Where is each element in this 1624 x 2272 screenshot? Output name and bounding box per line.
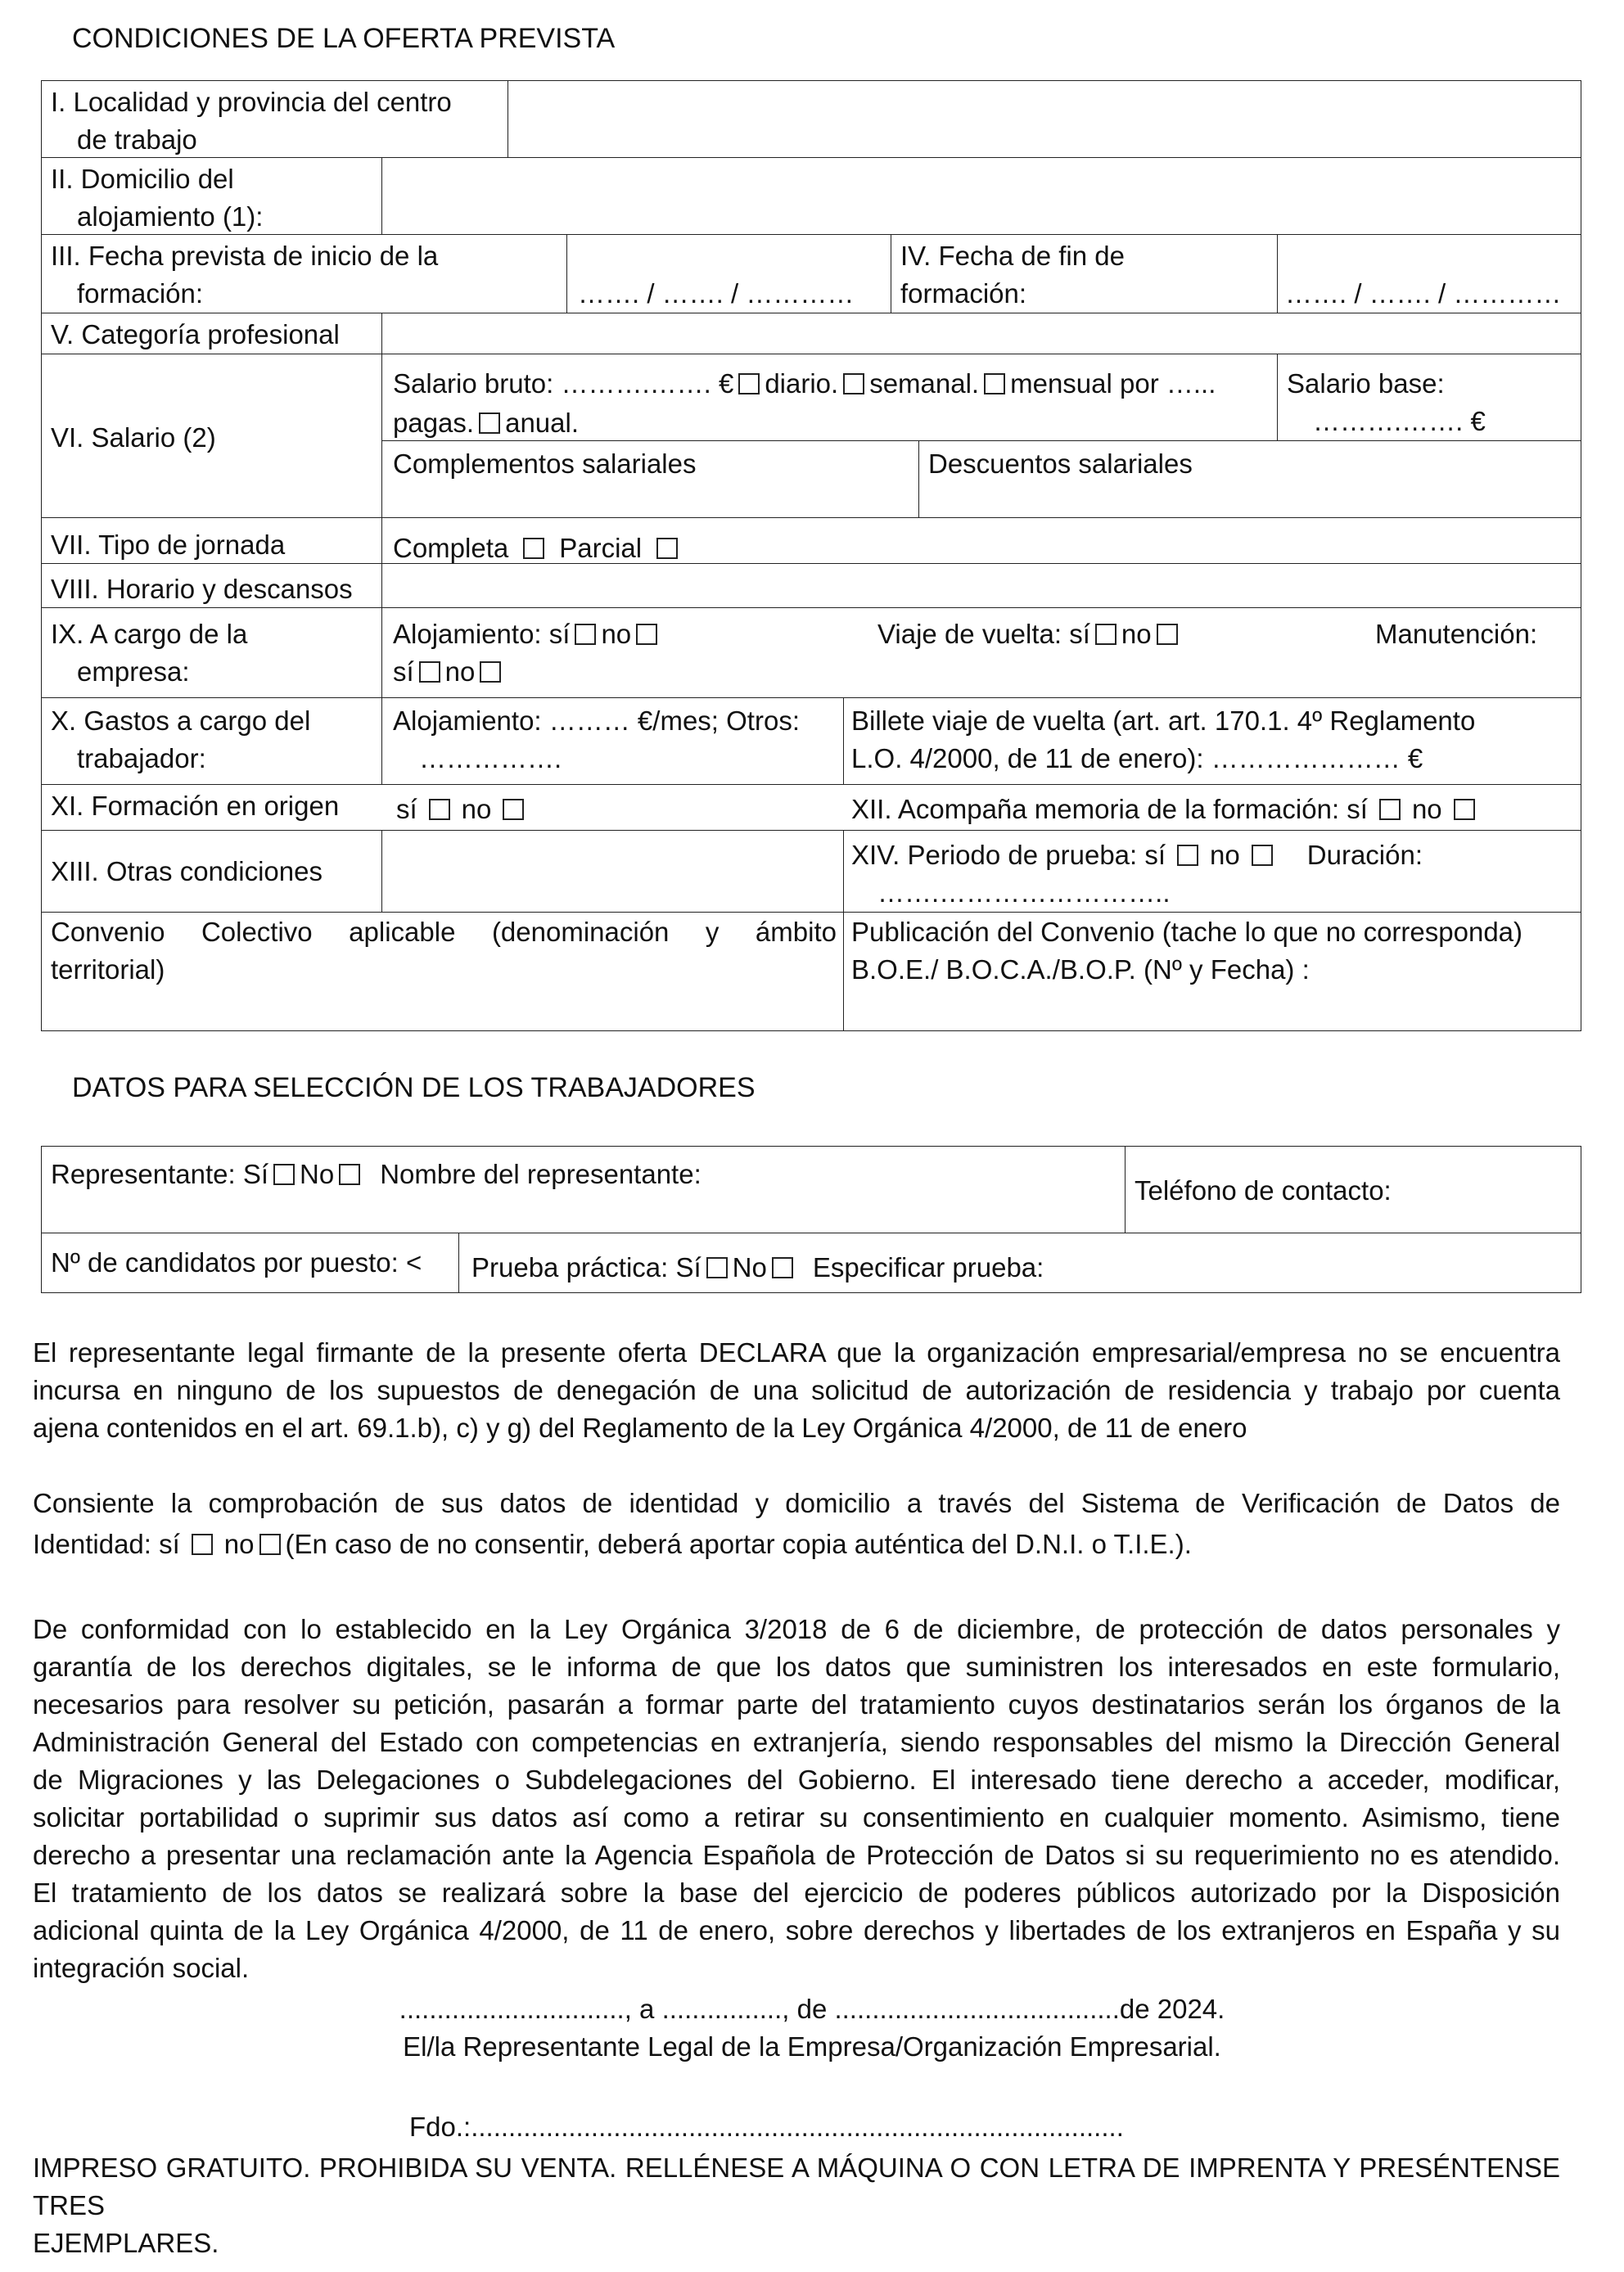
- gastos-alojamiento: Alojamiento: ……… €/mes; Otros: …………….: [393, 705, 800, 773]
- duracion-field[interactable]: …….……………………..: [877, 877, 1171, 908]
- representante-legal-label: El/la Representante Legal de la Empresa/Organización Empresarial.: [403, 2031, 1221, 2062]
- proteccion-datos-paragraph: De conformidad con lo establecido en la Ley Orgánica 3/2018 de 6 de diciembre, de protección de datos personales y garantía de los derechos digitales, se le informa de que los datos que suministren los interesados en este formulario, necesarios para resolver su petición, pasarán a formar parte del tratamiento cuyos destinatarios serán los órganos de la Administración General del Estado con competencias en extranjería, siendo responsables del mismo la Dirección General de Migraciones y las Delegaciones o Subdelegaciones del Gobierno. El interesado tiene derecho a acceder, modificar, solicitar portabilidad o suprimir sus datos así como a retirar su consentimiento en cualquier momento. Asimismo, tiene derecho a presentar una reclamación ante la Agencia Española de Protección de Datos si su requerimiento no es atendido. El tratamiento de los datos se realizará sobre la base del ejercicio de poderes públicos autorizado por la Disposición adicional quinta de la Ley Orgánica 4/2000, de 11 de enero, sobre derechos y libertades de los extranjeros en España y su integración social.: [33, 1614, 1560, 1983]
- descuentos-label: Descuentos salariales: [928, 449, 1193, 479]
- aloj-no-checkbox[interactable]: [636, 624, 657, 645]
- fecha-inicio-field[interactable]: ……. / ……. / …………: [578, 278, 855, 309]
- completa-checkbox[interactable]: [523, 538, 544, 559]
- aloj-si-checkbox[interactable]: [575, 624, 596, 645]
- prueba-no-checkbox[interactable]: [1252, 845, 1273, 866]
- row-formacion-label: XI. Formación en origen: [51, 791, 340, 821]
- telefono-label: Teléfono de contacto:: [1135, 1175, 1392, 1206]
- row-localidad-label: I. Localidad y provincia del centro de trabajo: [51, 87, 452, 155]
- viaje-si-checkbox[interactable]: [1095, 624, 1116, 645]
- prueba-practica: Prueba práctica: Sí No Especificar prueba:: [471, 1252, 1044, 1283]
- publicacion-convenio: Publicación del Convenio (tache lo que no corresponda) B.O.E./ B.O.C.A./B.O.P. (Nº y Fecha) :: [851, 917, 1523, 985]
- fecha-fin-field[interactable]: ……. / ……. / …………: [1285, 278, 1562, 309]
- rep-si-checkbox[interactable]: [273, 1164, 295, 1185]
- practica-no-checkbox[interactable]: [772, 1257, 793, 1278]
- mensual-checkbox[interactable]: [984, 373, 1005, 394]
- diario-checkbox[interactable]: [738, 373, 760, 394]
- prueba-si-checkbox[interactable]: [1177, 845, 1198, 866]
- aloj-empresa: Alojamiento: sí no: [393, 615, 662, 653]
- lugar-fecha-line[interactable]: .............................., a ................, de ......................................de 2024.: [399, 1994, 1225, 2024]
- domicilio-field[interactable]: [385, 159, 1578, 232]
- row-fecha-inicio-label: III. Fecha prevista de inicio de la formación:: [51, 241, 439, 309]
- firma-line[interactable]: Fdo.:.......................................................................................: [409, 2112, 1124, 2142]
- section-heading-seleccion: DATOS PARA SELECCIÓN DE LOS TRABAJADORES: [72, 1072, 756, 1103]
- representante: Representante: Sí No Nombre del representante:: [51, 1159, 701, 1189]
- man-si-checkbox[interactable]: [419, 661, 440, 683]
- row-cargo-empresa-label: IX. A cargo de la empresa:: [51, 619, 248, 687]
- semanal-checkbox[interactable]: [843, 373, 864, 394]
- manutencion-label: Manutención:: [1375, 619, 1538, 649]
- row-jornada-label: VII. Tipo de jornada: [51, 530, 286, 560]
- parcial-checkbox[interactable]: [656, 538, 678, 559]
- formacion-options: sí no: [396, 791, 535, 828]
- consentimiento-paragraph: Consiente la comprobación de sus datos de identidad y domicilio a través del Sistema de Verificación de Datos de Identidad: sí no (En caso de no consentir, deberá aportar copia auténtica del D.N.I. o T.I.E.).: [33, 1488, 1560, 1559]
- memoria-no-checkbox[interactable]: [1454, 799, 1475, 820]
- salario-pagas: pagas. anual.: [393, 408, 580, 438]
- row-fecha-fin-label: IV. Fecha de fin de formación:: [900, 241, 1125, 309]
- candidatos-label: Nº de candidatos por puesto: <: [51, 1247, 422, 1278]
- otras-condiciones-field[interactable]: [385, 832, 840, 910]
- salario-base: Salario base: ……….……. €: [1287, 368, 1486, 436]
- rep-no-checkbox[interactable]: [339, 1164, 360, 1185]
- jornada-options: Completa Parcial: [393, 530, 692, 567]
- row-otras-condiciones-label: XIII. Otras condiciones: [51, 856, 323, 886]
- consiente-si-checkbox[interactable]: [192, 1534, 213, 1555]
- footer-notice: IMPRESO GRATUITO. PROHIBIDA SU VENTA. RELLÉNESE A MÁQUINA O CON LETRA DE IMPRENTA Y PRESÉNTENSE TRES EJEMPLARES.: [33, 2153, 1560, 2258]
- declaracion-paragraph: El representante legal firmante de la presente oferta DECLARA que la organización empresarial/empresa no se encuentra incursa en ninguno de los supuestos de denegación de una solicitud de autorización de residencia y trabajo por cuenta ajena contenidos en el art. 69.1.b), c) y g) del Reglamento de la Ley Orgánica 4/2000, de 11 de enero: [33, 1337, 1560, 1443]
- row-domicilio-label: II. Domicilio del alojamiento (1):: [51, 164, 264, 232]
- consiente-no-checkbox[interactable]: [259, 1534, 281, 1555]
- periodo-prueba: XIV. Periodo de prueba: sí no Duración:: [851, 840, 1423, 870]
- anual-checkbox[interactable]: [479, 412, 500, 434]
- section-heading-conditions: CONDICIONES DE LA OFERTA PREVISTA: [72, 23, 616, 54]
- localidad-field[interactable]: [511, 82, 1578, 156]
- row-salario-label: VI. Salario (2): [51, 422, 216, 453]
- categoria-field[interactable]: [385, 314, 1578, 352]
- viaje-empresa: Viaje de vuelta: sí no: [877, 615, 1183, 653]
- complementos-label: Complementos salariales: [393, 449, 697, 479]
- manutencion-options: sí no: [393, 653, 506, 691]
- row-gastos-label: X. Gastos a cargo del trabajador:: [51, 705, 311, 773]
- billete-viaje: Billete viaje de vuelta (art. art. 170.1. 4º Reglamento L.O. 4/2000, de 11 de enero): ………………… €: [851, 705, 1476, 773]
- formacion-no-checkbox[interactable]: [503, 799, 524, 820]
- man-no-checkbox[interactable]: [480, 661, 501, 683]
- horario-field[interactable]: [385, 565, 1578, 606]
- convenio-label: Convenio Colectivo aplicable (denominación y ámbito territorial): [51, 917, 837, 985]
- viaje-no-checkbox[interactable]: [1157, 624, 1178, 645]
- salario-bruto: Salario bruto: ……….……. € diario. semanal. mensual por …...: [393, 368, 1216, 399]
- memoria-si-checkbox[interactable]: [1379, 799, 1401, 820]
- row-horario-label: VIII. Horario y descansos: [51, 574, 353, 604]
- practica-si-checkbox[interactable]: [706, 1257, 728, 1278]
- row-categoria-label: V. Categoría profesional: [51, 319, 340, 349]
- memoria-formacion: XII. Acompaña memoria de la formación: sí no: [851, 791, 1486, 828]
- formacion-si-checkbox[interactable]: [429, 799, 450, 820]
